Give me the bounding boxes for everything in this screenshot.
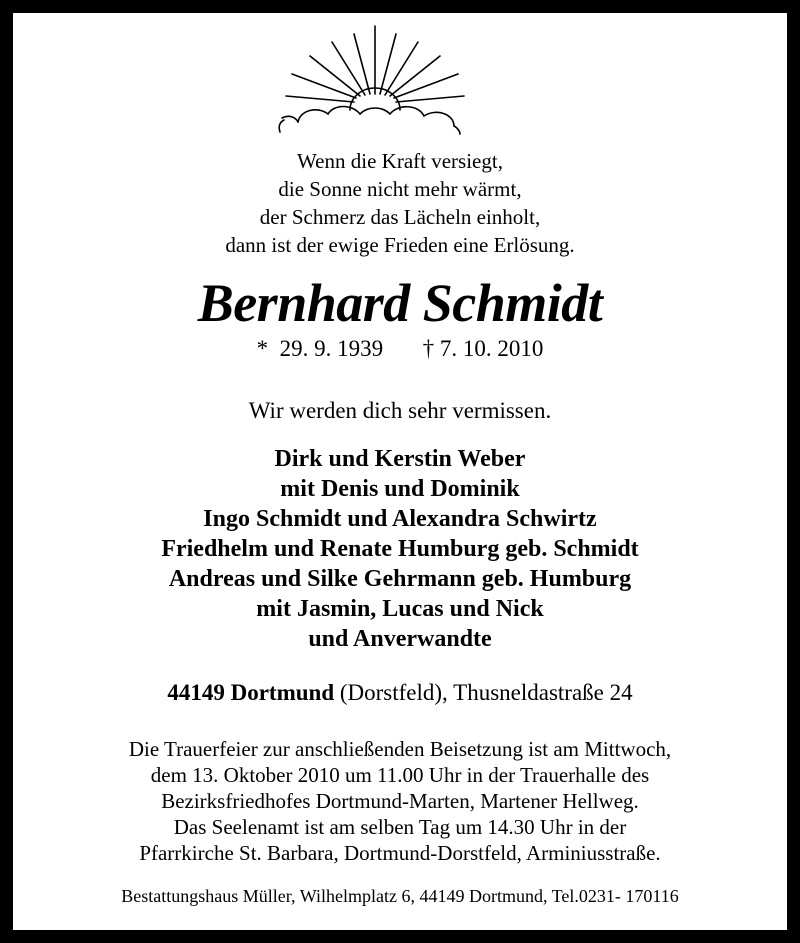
address-city: 44149 Dortmund bbox=[167, 680, 335, 705]
poem-line: Wenn die Kraft versiegt, bbox=[297, 149, 503, 173]
family-address bbox=[0, 680, 800, 706]
funeral-service-info bbox=[0, 736, 800, 866]
service-line: Die Trauerfeier zur anschließenden Beisetzung ist am Mittwoch, bbox=[128, 737, 672, 761]
deceased-name: Bernhard Schmidt bbox=[197, 273, 603, 333]
life-dates bbox=[0, 336, 800, 362]
mourner-line: mit Denis und Dominik bbox=[280, 476, 520, 502]
service-line: Pfarrkirche St. Barbara, Dortmund-Dorstfeld, Arminiusstraße. bbox=[139, 841, 661, 865]
death-date: 7. 10. 2010 bbox=[439, 336, 544, 361]
birth-date: 29. 9. 1939 bbox=[279, 336, 384, 361]
mourner-line: Ingo Schmidt und Alexandra Schwirtz bbox=[203, 506, 597, 532]
poem-line: der Schmerz das Lächeln einholt, bbox=[259, 205, 541, 229]
mourner-line: Dirk und Kerstin Weber bbox=[274, 446, 526, 472]
death-cross-icon: † bbox=[422, 336, 435, 361]
poem-line: die Sonne nicht mehr wärmt, bbox=[278, 177, 522, 201]
mourners-list bbox=[0, 444, 800, 654]
birth-symbol: * bbox=[256, 336, 269, 361]
mourner-line: Friedhelm und Renate Humburg geb. Schmidt bbox=[161, 536, 639, 562]
sunrise-over-clouds-icon bbox=[270, 22, 480, 137]
service-line: Bezirksfriedhofes Dortmund-Marten, Martener Hellweg. bbox=[161, 789, 639, 813]
service-line: dem 13. Oktober 2010 um 11.00 Uhr in der Trauerhalle des bbox=[150, 763, 650, 787]
mourner-line: Andreas und Silke Gehrmann geb. Humburg bbox=[168, 566, 632, 592]
mourner-line: mit Jasmin, Lucas und Nick bbox=[256, 596, 544, 622]
farewell-text: Wir werden dich sehr vermissen. bbox=[248, 398, 552, 423]
poem-line: dann ist der ewige Frieden eine Erlösung. bbox=[225, 233, 575, 257]
service-line: Das Seelenamt ist am selben Tag um 14.30 Uhr in der bbox=[173, 815, 627, 839]
mourner-line: und Anverwandte bbox=[308, 626, 492, 652]
address-street: (Dorstfeld), Thusneldastraße 24 bbox=[334, 680, 633, 705]
poem bbox=[0, 147, 800, 259]
funeral-home-footer: Bestattungshaus Müller, Wilhelmplatz 6, 44149 Dortmund, Tel.0231- 170116 bbox=[121, 886, 679, 906]
